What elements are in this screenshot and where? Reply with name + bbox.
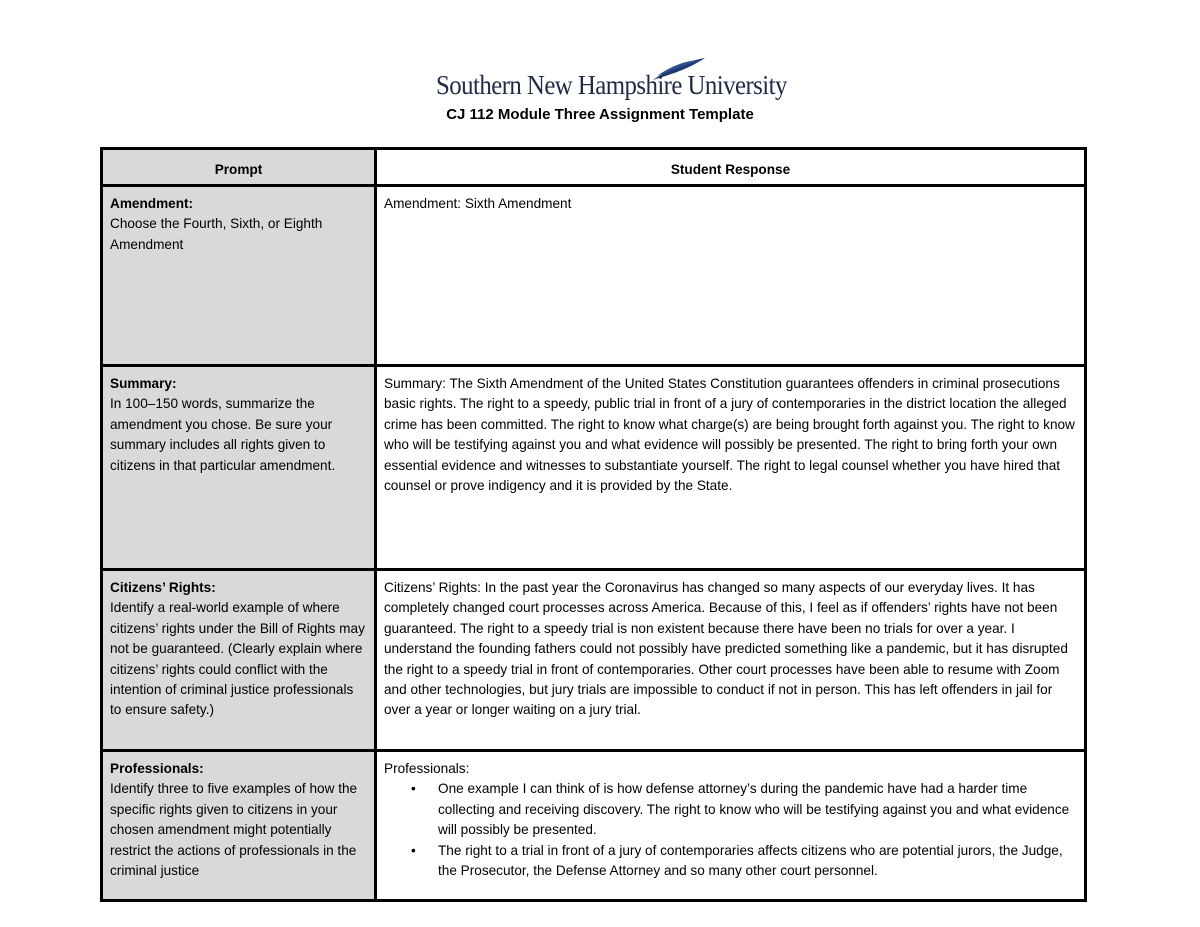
table-row-amendment — [102, 186, 1086, 366]
prompt-label: Summary: — [110, 376, 177, 391]
list-item-text: The right to a trial in front of a jury of contemporaries affects citizens who are potential jurors, the Judge, the Prosecutor, the Defense Attorney and so many other court personnel. — [438, 842, 1063, 879]
list-item — [411, 841, 1077, 882]
response-text: Amendment: Sixth Amendment — [384, 196, 572, 211]
prompt-text: Choose the Fourth, Sixth, or Eighth Amendment — [110, 216, 323, 252]
response-text: Summary: The Sixth Amendment of the United States Constitution guarantees offenders in criminal prosecutions basic rights. The right to a speedy, public trial in front of a jury of contemporaries in the district location the alleged crime has been committed. The right to know what charge(s) are being brought forth against you. The right to know who will be testifying against you and what evidence will possibly be presented. The right to bring forth your own essential evidence and witnesses to substantiate yourself. The right to legal counsel whether you have hired that counsel or prove indigency and it is provided by the State. — [384, 376, 1075, 494]
prompt-text: In 100–150 words, summarize the amendment you chose. Be sure your summary includes all rights given to citizens in that particular amendment. — [110, 396, 336, 473]
list-item-text: One example I can think of is how defense attorney’s during the pandemic have had a harder time collecting and receiving discovery. The right to know who will be testifying against you and what evidence will possibly be presented. — [438, 781, 1070, 838]
response-cell-summary — [376, 366, 1086, 570]
university-logo — [436, 56, 787, 104]
prompt-text: Identify a real-world example of where citizens’ rights under the Bill of Rights may not be guaranteed. (Clearly explain where citizens’ rights could conflict with the intention of criminal justice professionals to ensure safety.) — [110, 600, 365, 718]
response-heading: Professionals: — [384, 761, 470, 776]
table-row-summary — [102, 366, 1086, 570]
prompt-cell-professionals — [102, 751, 376, 901]
document-title: CJ 112 Module Three Assignment Template — [446, 106, 754, 123]
bullet-icon: • — [411, 842, 416, 858]
response-bullet-list — [384, 779, 1077, 881]
prompt-label: Professionals: — [110, 761, 204, 776]
prompt-text: Identify three to five examples of how the specific rights given to citizens in your chosen amendment might potentially restrict the actions of professionals in the criminal justice — [110, 781, 358, 879]
prompt-label: Amendment: — [110, 196, 194, 211]
university-name: Southern New Hampshire University — [436, 70, 787, 100]
response-cell-amendment — [376, 186, 1086, 366]
table-row-citizens-rights — [102, 570, 1086, 751]
prompt-cell-amendment — [102, 186, 376, 366]
assignment-table — [100, 147, 1087, 902]
prompt-label: Citizens’ Rights: — [110, 580, 216, 595]
prompt-cell-citizens-rights — [102, 570, 376, 751]
bullet-icon: • — [411, 781, 416, 797]
prompt-column-header: Prompt — [102, 149, 376, 186]
prompt-cell-summary — [102, 366, 376, 570]
response-text: Citizens’ Rights: In the past year the Coronavirus has changed so many aspects of our everyday lives. It has completely changed court processes across America. Because of this, I feel as if offenders’ rights have not been guaranteed. The right to a speedy trial is non existent because there have been no trials for over a year. I understand the founding fathers could not possibly have predicted something like a pandemic, but it has disrupted the right to a speedy trial in front of contemporaries. Other court processes have been able to resume with Zoom and other technologies, but jury trials are impossible to conduct if not in person. This has left offenders in jail for over a year or longer waiting on a jury trial. — [384, 580, 1068, 718]
table-header-row — [102, 149, 1086, 186]
response-column-header: Student Response — [376, 149, 1086, 186]
response-cell-professionals — [376, 751, 1086, 901]
list-item — [411, 779, 1077, 840]
table-row-professionals — [102, 751, 1086, 901]
response-cell-citizens-rights — [376, 570, 1086, 751]
